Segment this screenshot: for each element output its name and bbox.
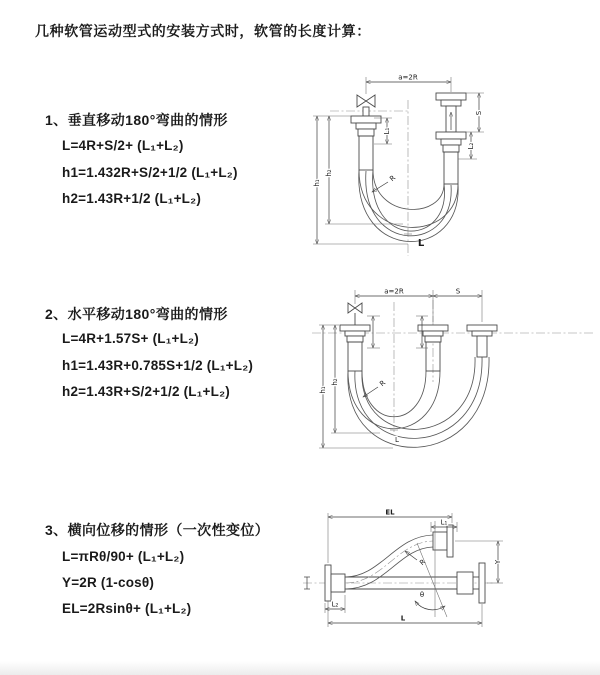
section-2-formula-h1: h1=1.43R+0.785S+1/2 (L₁+L₂) (62, 358, 254, 373)
angle-arc (415, 601, 445, 610)
angle-reference-slant (417, 543, 447, 617)
radius-label: R (378, 378, 388, 389)
right-pipe-assembly (436, 93, 466, 184)
dim-label-a2r: a=2R (398, 73, 418, 82)
diagram-horizontal-movement-180-bend (310, 282, 595, 467)
dim-label-h1: h₁ (313, 179, 321, 187)
hose-u-bends (348, 357, 489, 447)
dim-label-s: S (475, 110, 483, 116)
left-pipe-assembly (340, 325, 370, 371)
section-2-heading: 2、水平移动180°弯曲的情形 (45, 306, 228, 322)
braid-section (348, 342, 362, 371)
radius-leader-line (405, 551, 417, 560)
page-title: 几种软管运动型式的安装方式时，软管的长度计算： (35, 23, 371, 39)
section-2-formula-h2: h2=1.43R+S/2+1/2 (L₁+L₂) (62, 384, 230, 399)
diagram-vertical-movement-180-bend (308, 68, 590, 260)
section-3-heading: 3、横向位移的情形（一次性变位） (45, 522, 270, 538)
section-3-formula-el: EL=2Rsinθ+ (L₁+L₂) (62, 601, 192, 616)
dim-label-a2r: a=2R (384, 287, 404, 296)
radius-leader-line (372, 182, 388, 192)
dim-label-l2: L₂ (331, 600, 339, 609)
hose-u-bend (359, 170, 458, 242)
radius-label: R (388, 173, 398, 184)
length-label: L (395, 436, 399, 444)
dim-label-l1: L₁ (383, 127, 391, 135)
section-1-formula-length: L=4R+S/2+ (L₁+L₂) (62, 138, 184, 153)
section-3-formula-y: Y=2R (1-cosθ) (62, 575, 155, 590)
right-pipe-assembly (467, 325, 497, 357)
dim-label-s: S (455, 287, 461, 296)
dim-label-h2: h₂ (325, 169, 333, 177)
left-pipe-assembly (351, 107, 381, 170)
radius-label: R (418, 557, 428, 568)
section-1-heading: 1、垂直移动180°弯曲的情形 (45, 112, 228, 128)
dim-label-l1: L₁ (440, 518, 448, 527)
page-edge-shadow (0, 661, 600, 675)
dim-label-l2: L₂ (467, 142, 475, 150)
length-label: L (400, 614, 406, 623)
section-2-formula-length: L=4R+1.57S+ (L₁+L₂) (62, 331, 199, 346)
section-3-formula-length: L=πRθ/90+ (L₁+L₂) (62, 549, 185, 564)
angle-label: θ (419, 591, 425, 599)
diagram-lateral-displacement (295, 505, 600, 645)
dim-label-h2: h₂ (331, 378, 339, 386)
braid-section (444, 152, 458, 184)
hose-s-curve (345, 525, 453, 589)
left-flange-assembly (325, 565, 345, 601)
valve-icon (357, 95, 375, 107)
dim-label-y: Y (494, 559, 502, 565)
dim-label-el: EL (385, 508, 395, 517)
valve-icon (348, 303, 362, 313)
length-label: L (417, 238, 425, 249)
braid-section (359, 136, 373, 170)
section-1-formula-h1: h1=1.432R+S/2+1/2 (L₁+L₂) (62, 165, 238, 180)
section-1-formula-h2: h2=1.43R+1/2 (L₁+L₂) (62, 191, 202, 206)
dim-label-h1: h₁ (319, 386, 327, 394)
